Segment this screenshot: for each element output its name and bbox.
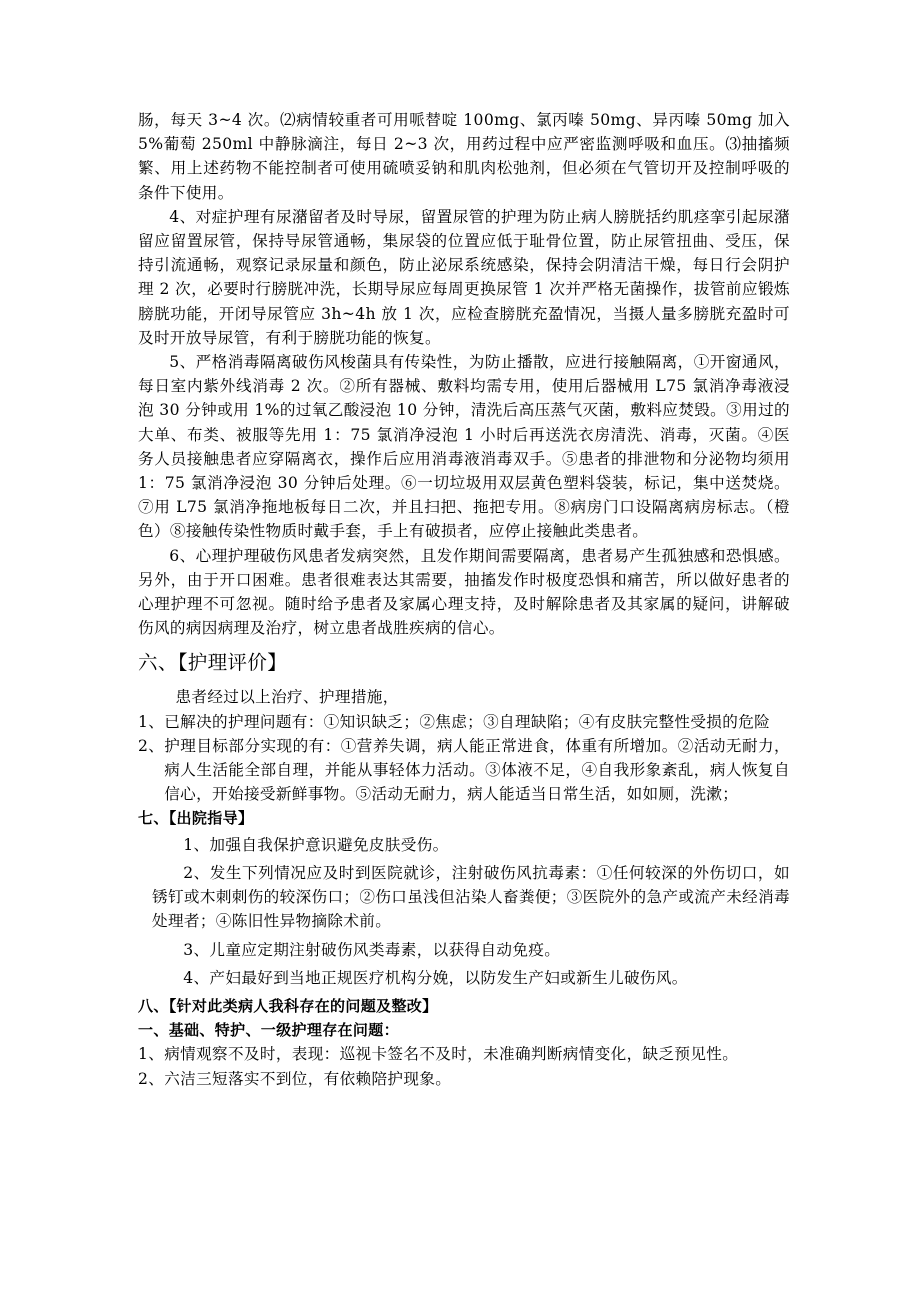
item-text: 护理目标部分实现的有：①营养失调，病人能正常进食，体重有所增加。②活动无耐力，病人生活能全部自理，并能从事轻体力活动。③体液不足，④自我形象紊乱，病人恢复自信心，开始接受新鲜事物。⑤活动无耐力，病人能适当日常生活，如如厕，洗漱；	[164, 736, 790, 804]
item-number: 1、	[138, 712, 165, 731]
evaluation-intro: 患者经过以上治疗、护理措施，	[175, 688, 399, 707]
paragraph-medication: 肠，每天 3~4 次。⑵病情较重者可用哌替啶 100mg、氯丙嗪 50mg、异丙嗪 50mg 加入 5%葡萄 250ml 中静脉滴注，每日 2~3 次，用药过程中应严密监测呼吸和血压。⑶抽搐频繁、用上述药物不能控制者可使用硫喷妥钠和肌肉松弛剂，但必须在气管切开及控制呼吸的条件下使用。	[138, 111, 790, 202]
section-heading-nursing-evaluation: 六、【护理评价】	[138, 651, 288, 675]
subheading-care-problems: 一、基础、特护、一级护理存在问题：	[138, 1021, 399, 1040]
paragraph-symptom-care: 4、对症护理有尿潴留者及时导尿，留置尿管的护理为防止病人膀胱括约肌痉挛引起尿潴留应留置尿管，保持导尿管通畅，集尿袋的位置应低于耻骨位置，防止尿管扭曲、受压，保持引流通畅，观察记录尿量和颜色，防止泌尿系统感染，保持会阴清洁干燥，每日行会阴护理 2 次，必要时行膀胱冲洗，长期导尿应每周更换尿管 1 次并严格无菌操作，拔管前应锻炼膀胱功能，开闭导尿管应 3h~4h 放 1 次，应检查膀胱充盈情况，当摄人量多膀胱充盈时可及时开放导尿管，有利于膀胱功能的恢复。	[138, 207, 790, 347]
section-heading-problems-rectification: 八、【针对此类病人我科存在的问题及整改】	[138, 996, 438, 1015]
guidance-item: 2、发生下列情况应及时到医院就诊，注射破伤风抗毒素：①任何较深的外伤切口，如锈钉或木刺刺伤的较深伤口；②伤口虽浅但沾染人畜粪便；③医院外的急产或流产未经消毒处理者；④陈旧性异物摘除术前。	[152, 863, 790, 931]
guidance-item: 1、加强自我保护意识避免皮肤受伤。	[183, 835, 449, 854]
problem-item: 2、六洁三短落实不到位，有依赖陪护现象。	[138, 1069, 452, 1088]
section-heading-discharge-guidance: 七、【出院指导】	[138, 809, 254, 828]
document-page	[138, 108, 790, 1091]
paragraph-psychological-care: 6、心理护理破伤风患者发病突然，且发作期间需要隔离，患者易产生孤独感和恐惧感。另外，由于开口困难。患者很难表达其需要，抽搐发作时极度恐惧和痛苦，所以做好患者的心理护理不可忽视。随时给予患者及家属心理支持，及时解除患者及其家属的疑问，讲解破伤风的病因病理及治疗，树立患者战胜疾病的信心。	[138, 546, 790, 638]
problem-item: 1、病情观察不及时，表现：巡视卡签名不及时，未准确判断病情变化，缺乏预见性。	[138, 1045, 739, 1064]
guidance-item: 3、儿童应定期注射破伤风类毒素，以获得自动免疫。	[183, 940, 561, 959]
evaluation-item	[138, 734, 790, 807]
item-number: 2、	[138, 736, 165, 755]
item-text: 已解决的护理问题有：①知识缺乏；②焦虑；③自理缺陷；④有皮肤完整性受损的危险	[164, 712, 771, 731]
discharge-guidance-list	[138, 833, 790, 990]
paragraph-disinfection: 5、严格消毒隔离破伤风梭菌具有传染性，为防止播散，应进行接触隔离，①开窗通风，每日室内紫外线消毒 2 次。②所有器械、敷料均需专用，使用后器械用 L75 氯消净毒液浸泡 30 分钟或用 1%的过氧乙酸浸泡 10 分钟，清洗后高压蒸气灭菌，敷料应焚毁。③用过的大单、布类、被服等先用 1：75 氯消净浸泡 1 小时后再送洗衣房清洗、消毒，灭菌。④医务人员接触患者应穿隔离衣，操作后应用消毒液消毒双手。⑤患者的排泄物和分泌物均须用 1：75 氯消净浸泡 30 分钟后处理。⑥一切垃圾用双层黄色塑料袋装，标记，集中送焚烧。⑦用 L75 氯消净拖地板每日二次，并且扫把、拖把专用。⑧病房门口设隔离病房标志。（橙色）⑧接触传染性物质时戴手套，手上有破损者，应停止接触此类患者。	[138, 353, 790, 541]
guidance-item: 4、产妇最好到当地正规医疗机构分娩，以防发生产妇或新生儿破伤风。	[183, 968, 688, 987]
evaluation-item	[138, 710, 790, 734]
